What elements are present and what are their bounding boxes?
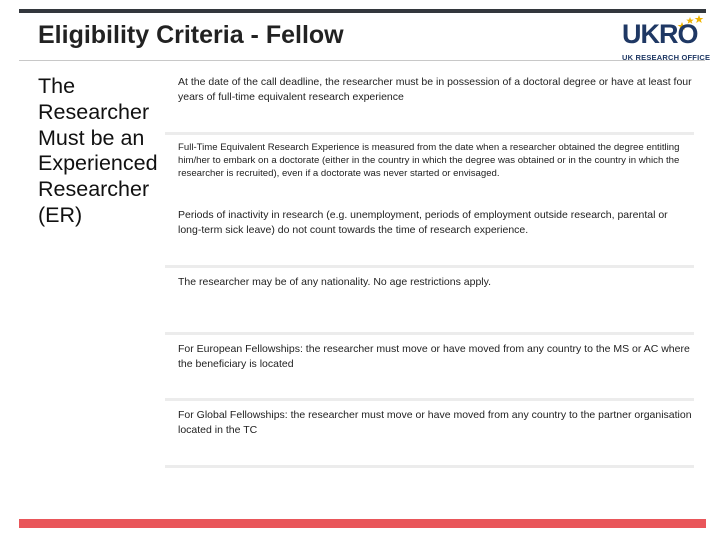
- criterion-european-fellowships: For European Fellowships: the researcher must move or have moved from any country to the MS or AC where the beneficiary is located: [178, 343, 690, 370]
- left-heading: The Researcher Must be an Experienced Researcher (ER): [38, 74, 158, 227]
- separator: [165, 265, 694, 268]
- logo-subtitle: UK RESEARCH OFFICE: [622, 53, 711, 62]
- bottom-bar: [19, 519, 706, 528]
- criterion-fte-definition: Full-Time Equivalent Research Experience is measured from the date when a researcher obtained the degree entitling him/her to embark on a doctorate (either in the country in which the degree was obtained or in the country in which the researcher is recruited), even if a doctorate was never started or envisaged.: [178, 142, 680, 180]
- ukro-logo: [620, 14, 711, 64]
- title-divider: [19, 60, 705, 61]
- logo-wordmark: UKRO: [622, 19, 698, 49]
- criterion-global-fellowships: For Global Fellowships: the researcher must move or have moved from any country to the partner organisation located in the TC: [178, 409, 692, 436]
- separator: [165, 465, 694, 468]
- criterion-inactivity: Periods of inactivity in research (e.g. unemployment, periods of employment outside research, parental or long-term sick leave) do not count towards the time of research experience.: [178, 209, 668, 236]
- criterion-doctoral-degree: At the date of the call deadline, the researcher must be in possession of a doctoral degree or have at least four years of full-time equivalent research experience: [178, 76, 692, 103]
- criterion-nationality: The researcher may be of any nationality. No age restrictions apply.: [178, 276, 492, 288]
- slide-title: Eligibility Criteria - Fellow: [38, 21, 344, 49]
- top-bar: [19, 9, 706, 13]
- separator: [165, 332, 694, 335]
- separator: [165, 398, 694, 401]
- separator: [165, 132, 694, 135]
